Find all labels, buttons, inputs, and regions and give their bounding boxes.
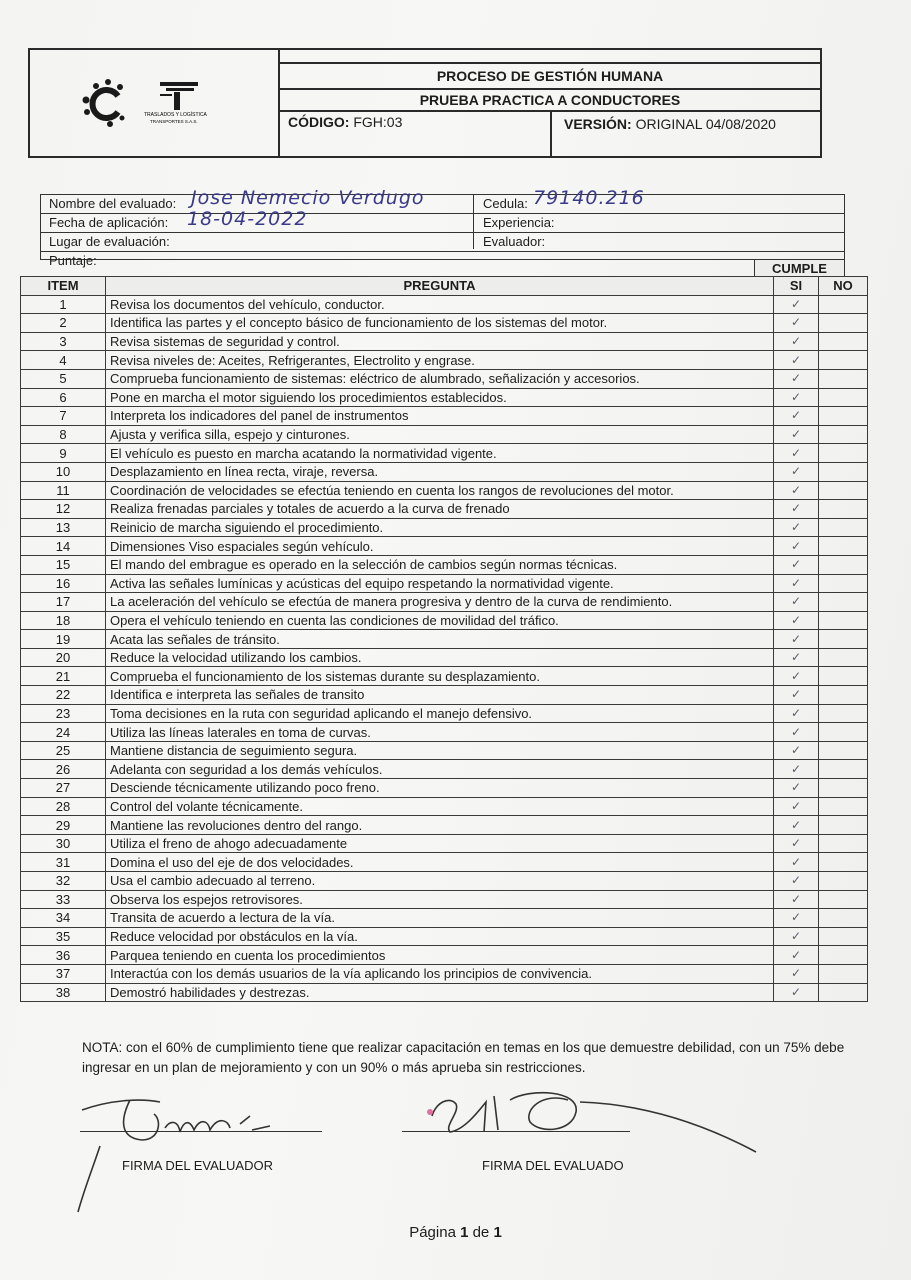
item-question: Reduce velocidad por obstáculos en la vía. — [106, 927, 774, 946]
no-cell — [819, 388, 868, 407]
si-check-mark: ✓ — [774, 834, 819, 853]
table-row — [21, 946, 868, 965]
no-cell — [819, 314, 868, 333]
item-question: Activa las señales lumínicas y acústicas del equipo respetando la normatividad vigente. — [106, 574, 774, 593]
item-number: 31 — [21, 853, 106, 872]
table-row — [21, 853, 868, 872]
item-question: Mantiene distancia de seguimiento segura. — [106, 741, 774, 760]
si-header: SI — [774, 277, 819, 296]
id-value: 79140.216 — [533, 187, 645, 209]
no-cell — [819, 816, 868, 835]
test-title: PRUEBA PRACTICA A CONDUCTORES — [280, 88, 820, 112]
si-check-mark: ✓ — [774, 853, 819, 872]
logo-cell — [30, 50, 280, 156]
item-number: 28 — [21, 797, 106, 816]
table-row — [21, 444, 868, 463]
item-number: 33 — [21, 890, 106, 909]
si-check-mark: ✓ — [774, 741, 819, 760]
svg-text:TRASLADOS Y LOGÍSTICA: TRASLADOS Y LOGÍSTICA — [144, 112, 207, 118]
table-row — [21, 890, 868, 909]
no-cell — [819, 351, 868, 370]
evaluation-table — [20, 276, 868, 1002]
item-number: 25 — [21, 741, 106, 760]
no-cell — [819, 853, 868, 872]
no-cell — [819, 481, 868, 500]
si-check-mark: ✓ — [774, 444, 819, 463]
si-check-mark: ✓ — [774, 797, 819, 816]
item-number: 29 — [21, 816, 106, 835]
no-cell — [819, 500, 868, 519]
evaluator-signature-label: FIRMA DEL EVALUADOR — [122, 1158, 273, 1173]
table-row — [21, 760, 868, 779]
name-value: Jose Nemecio Verdugo — [191, 187, 425, 209]
si-check-mark: ✓ — [774, 555, 819, 574]
item-question: Comprueba el funcionamiento de los sistemas durante su desplazamiento. — [106, 667, 774, 686]
no-cell — [819, 890, 868, 909]
si-check-mark: ✓ — [774, 611, 819, 630]
no-cell — [819, 537, 868, 556]
si-check-mark: ✓ — [774, 927, 819, 946]
item-question: Identifica las partes y el concepto básico de funcionamiento de los sistemas del motor. — [106, 314, 774, 333]
si-check-mark: ✓ — [774, 630, 819, 649]
no-cell — [819, 872, 868, 891]
item-question: Interpreta los indicadores del panel de instrumentos — [106, 407, 774, 426]
item-number: 16 — [21, 574, 106, 593]
no-cell — [819, 425, 868, 444]
no-cell — [819, 444, 868, 463]
no-cell — [819, 462, 868, 481]
item-number: 6 — [21, 388, 106, 407]
no-cell — [819, 760, 868, 779]
item-question: Domina el uso del eje de dos velocidades. — [106, 853, 774, 872]
table-row — [21, 425, 868, 444]
table-row — [21, 872, 868, 891]
no-cell — [819, 909, 868, 928]
item-question: Dimensiones Viso espaciales según vehículo. — [106, 537, 774, 556]
no-cell — [819, 518, 868, 537]
no-cell — [819, 704, 868, 723]
item-question: Demostró habilidades y destrezas. — [106, 983, 774, 1002]
item-number: 22 — [21, 686, 106, 705]
table-row — [21, 909, 868, 928]
question-header: PREGUNTA — [106, 277, 774, 296]
table-row — [21, 834, 868, 853]
si-check-mark: ✓ — [774, 704, 819, 723]
code-field: CÓDIGO: FGH:03 — [288, 114, 403, 130]
item-number: 36 — [21, 946, 106, 965]
no-header: NO — [819, 277, 868, 296]
si-check-mark: ✓ — [774, 686, 819, 705]
si-check-mark: ✓ — [774, 369, 819, 388]
item-question: Adelanta con seguridad a los demás vehículos. — [106, 760, 774, 779]
no-cell — [819, 369, 868, 388]
si-check-mark: ✓ — [774, 593, 819, 612]
no-cell — [819, 741, 868, 760]
si-check-mark: ✓ — [774, 779, 819, 798]
si-check-mark: ✓ — [774, 351, 819, 370]
table-row — [21, 574, 868, 593]
item-question: Parquea teniendo en cuenta los procedimientos — [106, 946, 774, 965]
no-cell — [819, 593, 868, 612]
si-check-mark: ✓ — [774, 983, 819, 1002]
table-row — [21, 648, 868, 667]
evaluated-signature-label: FIRMA DEL EVALUADO — [482, 1158, 624, 1173]
item-question: Pone en marcha el motor siguiendo los procedimientos establecidos. — [106, 388, 774, 407]
si-check-mark: ✓ — [774, 314, 819, 333]
version-field: VERSIÓN: ORIGINAL 04/08/2020 — [550, 112, 820, 156]
table-row — [21, 686, 868, 705]
item-question: Reinicio de marcha siguiendo el procedimiento. — [106, 518, 774, 537]
item-number: 2 — [21, 314, 106, 333]
item-number: 21 — [21, 667, 106, 686]
item-question: Identifica e interpreta las señales de transito — [106, 686, 774, 705]
document-header — [28, 48, 822, 158]
evaluator-signature — [70, 1080, 290, 1220]
no-cell — [819, 648, 868, 667]
table-row — [21, 593, 868, 612]
no-cell — [819, 555, 868, 574]
item-number: 12 — [21, 500, 106, 519]
item-number: 34 — [21, 909, 106, 928]
item-number: 10 — [21, 462, 106, 481]
info-row-name: Nombre del evaluado: Jose Nemecio Verdugo Cedula: 79140.216 — [41, 195, 844, 214]
table-row — [21, 927, 868, 946]
no-cell — [819, 332, 868, 351]
evaluator-signature-line — [80, 1131, 322, 1132]
process-title: PROCESO DE GESTIÓN HUMANA — [280, 62, 820, 90]
table-row — [21, 314, 868, 333]
no-cell — [819, 927, 868, 946]
si-check-mark: ✓ — [774, 760, 819, 779]
date-value: 18-04-2022 — [187, 208, 308, 230]
item-question: Coordinación de velocidades se efectúa teniendo en cuenta los rangos de revoluciones del motor. — [106, 481, 774, 500]
table-row — [21, 797, 868, 816]
item-question: Control del volante técnicamente. — [106, 797, 774, 816]
item-question: Reduce la velocidad utilizando los cambios. — [106, 648, 774, 667]
si-check-mark: ✓ — [774, 500, 819, 519]
item-question: Revisa los documentos del vehículo, conductor. — [106, 295, 774, 314]
item-number: 5 — [21, 369, 106, 388]
item-number: 23 — [21, 704, 106, 723]
item-number: 17 — [21, 593, 106, 612]
info-row-score: Puntaje: — [49, 253, 97, 268]
table-row — [21, 667, 868, 686]
no-cell — [819, 779, 868, 798]
si-check-mark: ✓ — [774, 518, 819, 537]
no-cell — [819, 834, 868, 853]
evaluated-signature — [420, 1082, 760, 1162]
item-question: Desplazamiento en línea recta, viraje, reversa. — [106, 462, 774, 481]
table-row — [21, 407, 868, 426]
table-row — [21, 537, 868, 556]
si-check-mark: ✓ — [774, 388, 819, 407]
no-cell — [819, 946, 868, 965]
item-number: 11 — [21, 481, 106, 500]
svg-text:TRANSPORTES S.A.S.: TRANSPORTES S.A.S. — [150, 119, 198, 124]
item-question: Interactúa con los demás usuarios de la vía aplicando los principios de convivencia. — [106, 964, 774, 983]
si-check-mark: ✓ — [774, 425, 819, 444]
item-number: 14 — [21, 537, 106, 556]
table-row — [21, 611, 868, 630]
table-row — [21, 295, 868, 314]
no-cell — [819, 983, 868, 1002]
item-number: 3 — [21, 332, 106, 351]
table-row — [21, 630, 868, 649]
no-cell — [819, 797, 868, 816]
table-row — [21, 816, 868, 835]
table-row — [21, 741, 868, 760]
item-number: 9 — [21, 444, 106, 463]
item-question: Observa los espejos retrovisores. — [106, 890, 774, 909]
item-question: Mantiene las revoluciones dentro del rango. — [106, 816, 774, 835]
no-cell — [819, 611, 868, 630]
item-question: Toma decisiones en la ruta con seguridad aplicando el manejo defensivo. — [106, 704, 774, 723]
item-question: Ajusta y verifica silla, espejo y cinturones. — [106, 425, 774, 444]
no-cell — [819, 964, 868, 983]
no-cell — [819, 686, 868, 705]
item-number: 20 — [21, 648, 106, 667]
table-row — [21, 369, 868, 388]
item-header: ITEM — [21, 277, 106, 296]
si-check-mark: ✓ — [774, 295, 819, 314]
item-number: 30 — [21, 834, 106, 853]
company-logo — [74, 72, 244, 132]
si-check-mark: ✓ — [774, 890, 819, 909]
note-text: NOTA: con el 60% de cumplimiento tiene que realizar capacitación en temas en los que demuestre debilidad, con un 75% debe ingresar en un plan de mejoramiento y con un 90% o más aprueba sin restricciones. — [82, 1040, 845, 1075]
item-number: 15 — [21, 555, 106, 574]
si-check-mark: ✓ — [774, 816, 819, 835]
table-row — [21, 704, 868, 723]
item-number: 18 — [21, 611, 106, 630]
item-question: Usa el cambio adecuado al terreno. — [106, 872, 774, 891]
no-cell — [819, 295, 868, 314]
item-question: Transita de acuerdo a lectura de la vía. — [106, 909, 774, 928]
no-cell — [819, 723, 868, 742]
table-row — [21, 518, 868, 537]
item-question: Revisa sistemas de seguridad y control. — [106, 332, 774, 351]
no-cell — [819, 630, 868, 649]
item-number: 35 — [21, 927, 106, 946]
item-question: Comprueba funcionamiento de sistemas: eléctrico de alumbrado, señalización y accesorios. — [106, 369, 774, 388]
table-row — [21, 332, 868, 351]
item-number: 37 — [21, 964, 106, 983]
item-number: 32 — [21, 872, 106, 891]
item-question: La aceleración del vehículo se efectúa de manera progresiva y dentro de la curva de rendimiento. — [106, 593, 774, 612]
table-row — [21, 500, 868, 519]
item-question: Opera el vehículo teniendo en cuenta las condiciones de movilidad del tráfico. — [106, 611, 774, 630]
item-number: 7 — [21, 407, 106, 426]
si-check-mark: ✓ — [774, 964, 819, 983]
item-question: Realiza frenadas parciales y totales de acuerdo a la curva de frenado — [106, 500, 774, 519]
si-check-mark: ✓ — [774, 909, 819, 928]
no-cell — [819, 574, 868, 593]
si-check-mark: ✓ — [774, 574, 819, 593]
info-row-place: Lugar de evaluación: Evaluador: — [41, 233, 844, 252]
info-row-date: Fecha de aplicación: 18-04-2022 Experiencia: — [41, 214, 844, 233]
item-question: Desciende técnicamente utilizando poco freno. — [106, 779, 774, 798]
item-number: 1 — [21, 295, 106, 314]
si-check-mark: ✓ — [774, 407, 819, 426]
item-number: 24 — [21, 723, 106, 742]
item-number: 19 — [21, 630, 106, 649]
item-question: Utiliza las líneas laterales en toma de curvas. — [106, 723, 774, 742]
cumple-header: CUMPLE — [754, 259, 845, 277]
si-check-mark: ✓ — [774, 462, 819, 481]
item-number: 38 — [21, 983, 106, 1002]
table-row — [21, 779, 868, 798]
item-number: 4 — [21, 351, 106, 370]
si-check-mark: ✓ — [774, 946, 819, 965]
table-row — [21, 983, 868, 1002]
si-check-mark: ✓ — [774, 537, 819, 556]
no-cell — [819, 407, 868, 426]
item-number: 26 — [21, 760, 106, 779]
evaluated-signature-line — [402, 1131, 630, 1132]
si-check-mark: ✓ — [774, 648, 819, 667]
table-row — [21, 481, 868, 500]
item-question: El vehículo es puesto en marcha acatando la normatividad vigente. — [106, 444, 774, 463]
table-header-row — [21, 277, 868, 296]
item-question: Acata las señales de tránsito. — [106, 630, 774, 649]
table-row — [21, 723, 868, 742]
table-row — [21, 964, 868, 983]
item-question: Revisa niveles de: Aceites, Refrigerantes, Electrolito y engrase. — [106, 351, 774, 370]
si-check-mark: ✓ — [774, 667, 819, 686]
table-row — [21, 351, 868, 370]
no-cell — [819, 667, 868, 686]
item-number: 8 — [21, 425, 106, 444]
evaluee-info — [40, 187, 845, 268]
item-question: Utiliza el freno de ahogo adecuadamente — [106, 834, 774, 853]
si-check-mark: ✓ — [774, 481, 819, 500]
item-number: 27 — [21, 779, 106, 798]
si-check-mark: ✓ — [774, 872, 819, 891]
table-row — [21, 462, 868, 481]
table-row — [21, 555, 868, 574]
item-number: 13 — [21, 518, 106, 537]
page-number: Página 1 de 1 — [409, 1224, 502, 1241]
si-check-mark: ✓ — [774, 332, 819, 351]
item-question: El mando del embrague es operado en la selección de cambios según normas técnicas. — [106, 555, 774, 574]
si-check-mark: ✓ — [774, 723, 819, 742]
table-row — [21, 388, 868, 407]
